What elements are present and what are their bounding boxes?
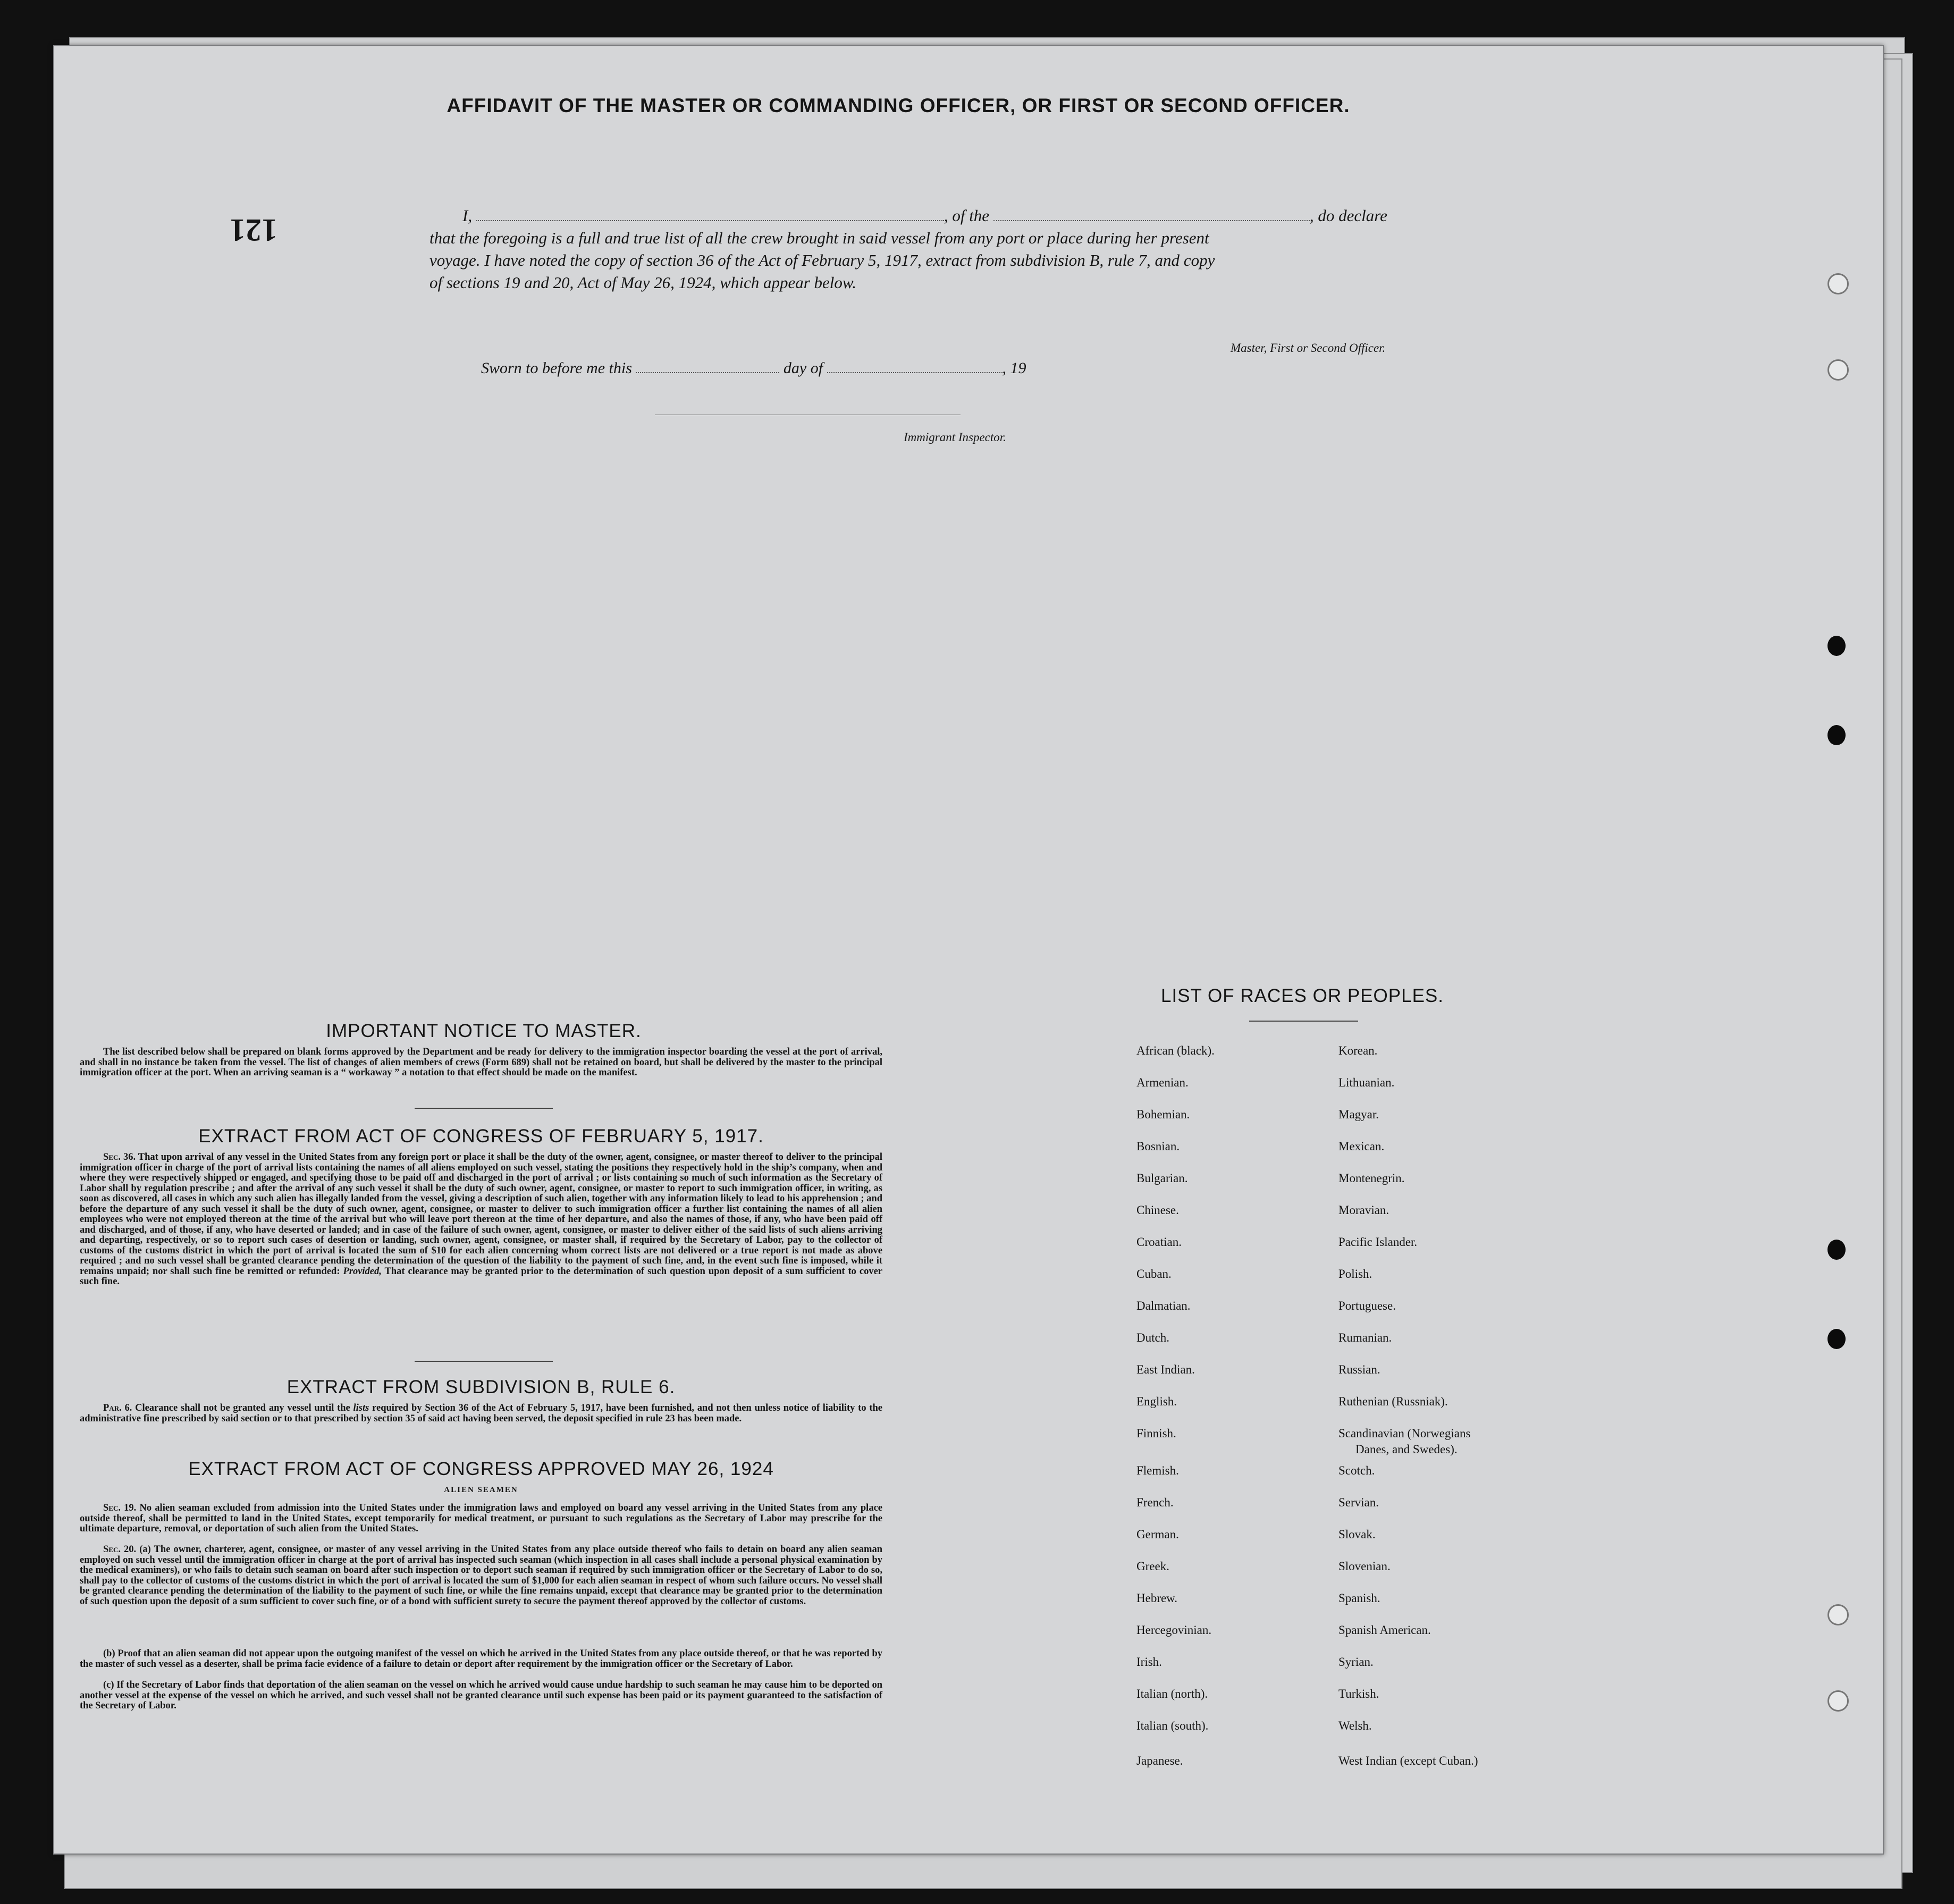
race-item: Ruthenian (Russniak). — [1338, 1395, 1448, 1408]
sec-19-paragraph — [80, 1503, 882, 1535]
affidavit-i-label: I, — [462, 206, 473, 225]
divider — [415, 1108, 553, 1109]
affidavit-declaration-line — [462, 206, 1387, 225]
affidavit-text-line: that the foregoing is a full and true list of all the crew brought in said vessel from any port or place during her present — [429, 229, 1209, 247]
race-item: Scotch. — [1338, 1464, 1375, 1477]
race-item: Flemish. — [1136, 1464, 1179, 1477]
extract-1917-text — [80, 1152, 882, 1287]
race-item: Spanish American. — [1338, 1623, 1431, 1637]
proviso-text: That clearance may be granted prior to the determination of such question upon deposit of a sum sufficient to cover such fine. — [80, 1266, 882, 1287]
sworn-prefix-label: Sworn to before me this — [481, 359, 632, 377]
race-item: Magyar. — [1338, 1108, 1379, 1121]
race-item: Spanish. — [1338, 1591, 1380, 1605]
sworn-month-blank — [827, 372, 1003, 373]
race-item: Dalmatian. — [1136, 1299, 1191, 1312]
lists-word: lists — [353, 1403, 369, 1413]
punch-hole-icon — [1827, 636, 1846, 656]
race-item: Japanese. — [1136, 1754, 1183, 1767]
race-item: Polish. — [1338, 1267, 1372, 1280]
handwritten-page-number: 121 — [230, 213, 277, 248]
sworn-line — [481, 359, 1026, 377]
punch-hole-icon — [1827, 1690, 1849, 1712]
affidavit-of-the-label: , of the — [944, 206, 990, 225]
sec-20a-paragraph — [80, 1545, 882, 1607]
race-item: Rumanian. — [1338, 1331, 1392, 1344]
sec-20b-paragraph: (b) Proof that an alien seaman did not appear upon the outgoing manifest of the vessel on which he arrived in the United States from any place outside thereof, or that he was reported by the master of such vessel as a deserter, shall be prima facie evidence of a failure to detain or deport after requirement by the immigration officer or the Secretary of Labor. — [80, 1648, 882, 1670]
race-item: Lithuanian. — [1338, 1076, 1395, 1089]
race-item: Turkish. — [1338, 1687, 1379, 1700]
par-6-label: Par. 6. — [103, 1403, 132, 1413]
race-item: German. — [1136, 1528, 1179, 1541]
punch-hole-icon — [1827, 1329, 1846, 1349]
race-item: Pacific Islander. — [1338, 1235, 1418, 1249]
race-item: French. — [1136, 1496, 1174, 1509]
race-item: Portuguese. — [1338, 1299, 1396, 1312]
punch-hole-icon — [1827, 725, 1846, 745]
extract-1917-heading: EXTRACT FROM ACT OF CONGRESS OF FEBRUARY 5, 1917. — [198, 1126, 764, 1147]
race-item: East Indian. — [1136, 1363, 1195, 1376]
divider — [1249, 1021, 1358, 1022]
race-item: Bosnian. — [1136, 1140, 1180, 1153]
race-item: Hebrew. — [1136, 1591, 1178, 1605]
race-item: Dutch. — [1136, 1331, 1169, 1344]
sec-20a-text: (a) The owner, charterer, agent, consignee, or master of any vessel arriving in the United States from any place outside thereof who fails to detain on board any alien seaman employed on such vessel until the immigration officer in charge at the port of arrival has inspected such seaman (which inspection in all cases shall include a personal physical examination by the medical examiners), or who fails to detain such seaman on board after such inspection or to deport such seaman if required by such immigration officer or the Secretary of Labor to do so, shall pay to the collector of customs of the customs district in which the port of arrival is located the sum of $1,000 for each alien seaman in respect of whom such failure occurs. No vessel shall be granted clearance pending the determination of the liability to the payment of such fine, or while the fine remains unpaid, except that clearance may be granted prior to the determination of such question upon the deposit of a sum sufficient to cover such fine, or of a bond with sufficient surety to secure the payment thereof approved by the collector of customs. — [80, 1544, 882, 1607]
sec-36-text: That upon arrival of any vessel in the United States from any foreign port or place it shall be the duty of the owner, agent, consignee, or master thereof to deliver to the principal immigration officer in charge of the port of arrival lists containing the names of all aliens employed on such vessel, stating the positions they respectively hold in the ship’s company, when and where they were respectively shipped or engaged, and specifying those to be paid off and discharged in the port of arrival ; or lists containing so much of such information as the Secretary of Labor shall by regulation prescribe ; and after the arrival of any such vessel it shall be the duty of such owner, agent, consignee, or master to report to such immigration officer, in writing, as soon as discovered, all cases in which any such alien has illegally landed from the vessel, giving a description of such alien, together with any information likely to lead to his apprehension ; and before the departure of any such vessel it shall be the duty of such owner, agent, consignee, or master to deliver to such immigration officer a further list containing the names of all alien employees who were not employed thereon at the time of the arrival but who will leave port thereon at the time of her departure, and also the names of those, if any, who have been paid off and discharged, and of those, if any, who have deserted or landed; and in case of the failure of such owner, agent, consignee, or master to deliver either of the said lists of such aliens arriving and departing, respectively, or so to report such cases of desertion or landing, such owner, agent, consignee, or master shall, if required by the Secretary of Labor, pay to the collector of customs of the customs district in which the port of arrival is located the sum of $10 for each alien concerning whom correct lists are not delivered or a true report is not made as above required ; and no such vessel shall be granted clearance pending the determination of the question of the liability to the payment of such fine, and, in the event such fine is imposed, while it remains unpaid; nor shall such fine be remitted or refunded: — [80, 1152, 882, 1277]
punch-hole-icon — [1827, 1604, 1849, 1625]
alien-seamen-subheading: ALIEN SEAMEN — [444, 1486, 518, 1494]
master-name-blank — [476, 220, 944, 221]
race-item: English. — [1136, 1395, 1177, 1408]
race-item: Hercegovinian. — [1136, 1623, 1212, 1637]
master-signature-caption: Master, First or Second Officer. — [1231, 341, 1386, 355]
notice-heading: IMPORTANT NOTICE TO MASTER. — [326, 1021, 642, 1041]
affidavit-text-line: of sections 19 and 20, Act of May 26, 1924, which appear below. — [429, 273, 857, 292]
sec-20c-paragraph: (c) If the Secretary of Labor finds that deportation of the alien seaman on the vessel on which he arrived would cause undue hardship to such seaman he may cause him to be deported on another vessel at the expense of the vessel on which he arrived, and such vessel shall not be granted clearance until such expense has been paid or its payment guaranteed to the satisfaction of the Secretary of Labor. — [80, 1680, 882, 1711]
race-item: Finnish. — [1136, 1427, 1176, 1440]
race-item: Bohemian. — [1136, 1108, 1190, 1121]
race-item: Cuban. — [1136, 1267, 1172, 1280]
race-item: Russian. — [1338, 1363, 1380, 1376]
race-item: West Indian (except Cuban.) — [1338, 1754, 1478, 1767]
race-item: Italian (south). — [1136, 1719, 1209, 1732]
race-item: Chinese. — [1136, 1203, 1179, 1217]
race-item: Montenegrin. — [1338, 1172, 1405, 1185]
extract-rule6-heading: EXTRACT FROM SUBDIVISION B, RULE 6. — [287, 1377, 676, 1397]
race-item: Slovak. — [1338, 1528, 1376, 1541]
race-item: Servian. — [1338, 1496, 1379, 1509]
punch-hole-icon — [1827, 1240, 1846, 1260]
race-item: Mexican. — [1338, 1140, 1385, 1153]
proviso-label: Provided, — [343, 1266, 382, 1277]
sworn-year-label: , 19 — [1002, 359, 1026, 377]
par-6-text-b: required by Section 36 of the Act of February 5, 1917, have been furnished, and not then unless notice of liability to the administrative fine prescribed by said section or to that prescribed by section 35 of said act having been served, the deposit specified in rule 23 has been made. — [80, 1403, 882, 1424]
divider — [415, 1361, 553, 1362]
notice-text: The list described below shall be prepared on blank forms approved by the Department and be ready for delivery to the immigration inspector boarding the vessel at the port of arrival, and shall in no instance be taken from the vessel. The list of changes of alien members of crews (Form 689) shall not be retained on board, but shall be delivered by the master to the principal immigration officer at the port. When an arriving seaman is a “ workaway ” a notation to that effect should be made on the manifest. — [80, 1047, 882, 1078]
sec-36-label: Sec. 36. — [103, 1152, 136, 1162]
affidavit-text-line: voyage. I have noted the copy of section 36 of the Act of February 5, 1917, extract from subdivision B, rule 7, and copy — [429, 251, 1215, 269]
race-item: Bulgarian. — [1136, 1172, 1188, 1185]
punch-hole-icon — [1827, 359, 1849, 381]
race-item: Greek. — [1136, 1560, 1169, 1573]
punch-hole-icon — [1827, 273, 1849, 294]
par-6-text-a: Clearance shall not be granted any vessel until the — [135, 1403, 350, 1413]
race-item: Syrian. — [1338, 1655, 1374, 1669]
affidavit-heading: AFFIDAVIT OF THE MASTER OR COMMANDING OFFICER, OR FIRST OR SECOND OFFICER. — [447, 95, 1350, 116]
race-item: Slovenian. — [1338, 1560, 1391, 1573]
extract-1924-heading: EXTRACT FROM ACT OF CONGRESS APPROVED MAY 26, 1924 — [188, 1459, 774, 1479]
race-item: Italian (north). — [1136, 1687, 1208, 1700]
sworn-day-blank — [636, 372, 779, 373]
race-item: Croatian. — [1136, 1235, 1182, 1249]
affidavit-do-declare-label: , do declare — [1309, 206, 1387, 225]
races-heading: LIST OF RACES OR PEOPLES. — [1160, 985, 1444, 1006]
vessel-name-blank — [993, 220, 1310, 221]
sworn-day-of-label: day of — [783, 359, 823, 377]
sec-19-text: No alien seaman excluded from admission into the United States under the immigration laws and employed on board any vessel arriving in the United States from any place outside thereof, shall be permitted to land in the United States, except temporarily for medical treatment, or pursuant to such regulations as the Secretary of Labor may prescribe for the ultimate departure, removal, or deportation of such alien from the United States. — [80, 1503, 882, 1534]
race-item: Moravian. — [1338, 1203, 1389, 1217]
race-item: Armenian. — [1136, 1076, 1189, 1089]
race-item: Welsh. — [1338, 1719, 1372, 1732]
sec-19-label: Sec. 19. — [103, 1503, 137, 1513]
sec-20-label: Sec. 20. — [103, 1544, 137, 1555]
race-item: Danes, and Swedes). — [1355, 1443, 1458, 1456]
race-item: Irish. — [1136, 1655, 1162, 1669]
race-item: Scandinavian (Norwegians — [1338, 1427, 1471, 1440]
race-item: Korean. — [1338, 1044, 1378, 1057]
inspector-signature-caption: Immigrant Inspector. — [904, 431, 1006, 444]
extract-rule6-text — [80, 1403, 882, 1424]
race-item: African (black). — [1136, 1044, 1215, 1057]
